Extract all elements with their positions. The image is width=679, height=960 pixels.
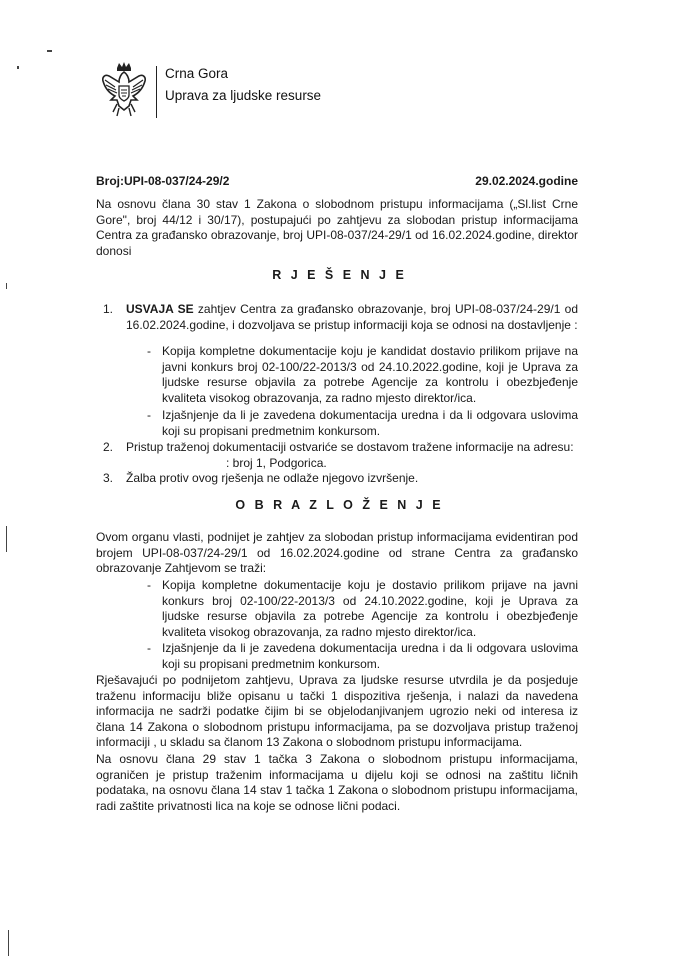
decision-item-2-number: 2. [103, 440, 114, 454]
bullet-dash: - [147, 408, 151, 422]
decision-title: R J E Š E N J E [272, 268, 407, 282]
decision-item-3-number: 3. [103, 471, 114, 485]
decision-item-1-number: 1. [103, 302, 114, 316]
rationale-title: O B R A Z L O Ž E N J E [235, 498, 444, 512]
intro-paragraph: Na osnovu člana 30 stav 1 Zakona o slobodnom pristupu informacijama („Sl.list Crne Gore", broj 44/12 i 30/17), postupajući po zahtjevu za slobodan pristup informacijama Centra za građansko obrazovanje, broj UPI-08-037/24-29/1 od 16.02.2024.godine, direktor donosi [96, 197, 578, 258]
header-institution: Uprava za ljudske resurse [165, 88, 322, 103]
scan-mark [8, 930, 9, 956]
header-country: Crna Gora [165, 66, 229, 81]
decision-item-2-address: : broj 1, Podgorica. [226, 456, 327, 470]
decision-bullet-1: Kopija kompletne dokumentacije koju je kandidat dostavio prilikom prijave na javni konkurs broj 02-100/22-2013/3 od 24.10.2022.godine, koji je Uprava za ljudske resurse objavila za potrebe Agencije za kontrolu i obezbjeđenje kvaliteta visokog obrazovanja, za radno mjesto direktor/ica. [162, 344, 578, 405]
scan-mark [6, 526, 7, 552]
decision-item-2: Pristup traženoj dokumentaciji ostvariće se dostavom tražene informacije na adresu: [126, 440, 574, 454]
rationale-paragraph-1: Ovom organu vlasti, podnijet je zahtjev za slobodan pristup informacijama evidentiran pod brojem UPI-08-037/24-29/1 od 16.02.2024.godine od strane Centra za građansko obrazovanje Zahtjevom se traži: [96, 530, 578, 576]
decision-item-1-text: zahtjev Centra za građansko obrazovanje, broj UPI-08-037/24-29/1 od 16.02.2024.godine, i dozvoljava se pristup informaciji koja se odnosi na dostavljenje : [126, 302, 578, 332]
scan-mark [17, 66, 19, 69]
bullet-dash: - [147, 344, 151, 358]
rationale-bullet-2: Izjašnjenje da li je zavedena dokumentacija uredna i da li odgovara uslovima koji su propisani predmetnim konkursom. [162, 641, 578, 671]
bullet-dash: - [147, 641, 151, 655]
decision-item-1 [126, 302, 578, 333]
rationale-paragraph-3: Na osnovu člana 29 stav 1 tačka 3 Zakona o slobodnom pristupu informacijama, ograničen je pristup traženim informacijama u dijelu koji se odnosi na zaštitu ličnih podataka, na osnovu člana 14 stav 1 tačka 1 Zakona o slobodnom pristupu informacijama, radi zaštite privatnosti lica na koje se odnose lični podaci. [96, 752, 578, 813]
coat-of-arms-icon [99, 60, 149, 120]
scan-mark [47, 50, 52, 52]
reference-date: 29.02.2024.godine [475, 174, 578, 188]
decision-bullet-2: Izjašnjenje da li je zavedena dokumentacija uredna i da li odgovara uslovima koji su propisani predmetnim konkursom. [162, 408, 578, 438]
header-divider [156, 66, 157, 118]
scan-mark [6, 283, 7, 289]
bullet-dash: - [147, 578, 151, 592]
rationale-bullet-1: Kopija kompletne dokumentacije koju je dostavio prilikom prijave na javni konkurs broj 02-100/22-2013/3 od 24.10.2022.godine, koji je Uprava za ljudske resurse objavila za potrebe Agencije za kontrolu i obezbjeđenje kvaliteta visokog obrazovanja, za radno mjesto direktor/ica. [162, 578, 578, 639]
reference-number: Broj:UPI-08-037/24-29/2 [96, 174, 230, 188]
decision-item-1-bold: USVAJA SE [126, 302, 194, 316]
rationale-paragraph-2: Rješavajući po podnijetom zahtjevu, Uprava za ljudske resurse utvrdila je da posjeduje traženu informaciju bliže opisanu u tački 1 dispozitiva rješenja, i nalazi da navedena informacija ne sadrži podatke čijim bi se objelodanjivanjem ugrozio neki od interesa iz člana 14 Zakona o slobodnom pristupu informacijama, pa se dozvoljava pristup traženoj informaciji , u skladu sa članom 13 Zakona o slobodnom pristupu informacijama. [96, 673, 578, 750]
decision-item-3: Žalba protiv ovog rješenja ne odlaže njegovo izvršenje. [126, 471, 419, 485]
